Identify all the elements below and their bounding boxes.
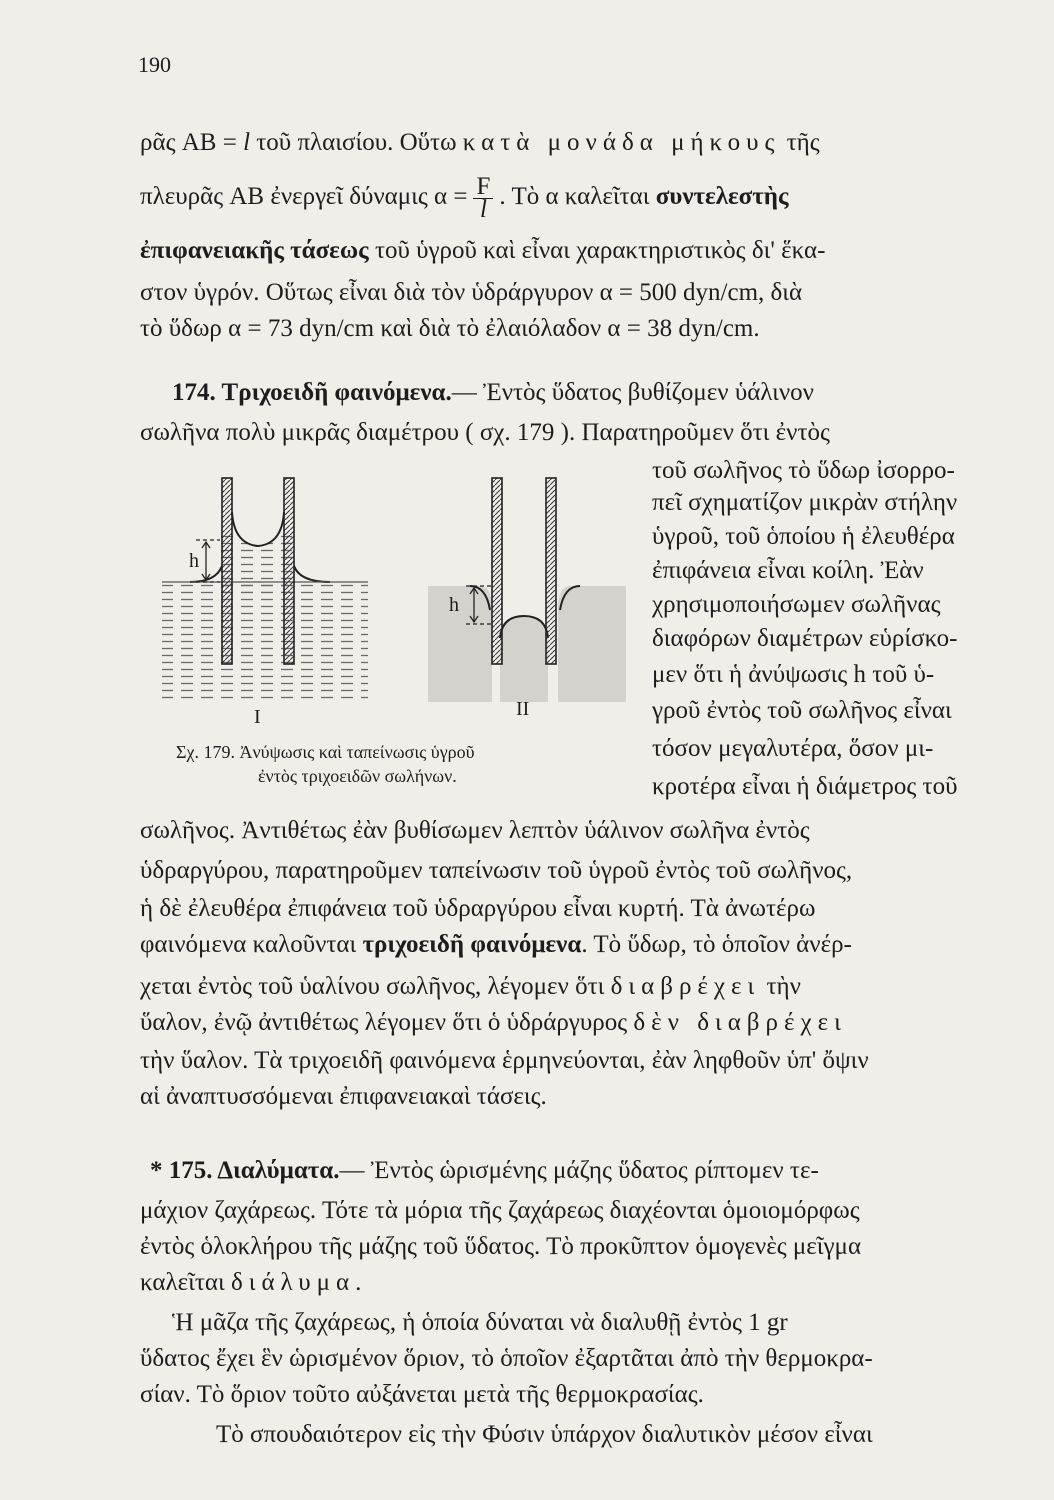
text-line: στον ὑγρόν. Οὕτως εἶναι διὰ τὸν ὑδράργυρον α = 500 dyn/cm, διὰ <box>140 279 803 306</box>
tube-wall-right <box>284 478 294 664</box>
tube-wall-right <box>546 478 556 664</box>
text-line: σωλῆνα πολὺ μικρᾶς διαμέτρου ( σχ. 179 ). Παρατηροῦμεν ὅτι ἐντὸς <box>140 419 830 446</box>
spaced-text: κατὰ μονάδα μήκους <box>462 129 781 156</box>
text-segment: . <box>355 1269 362 1296</box>
figure-caption: ἐντὸς τριχοειδῶν σωλήνων. <box>258 766 457 786</box>
text-line: ἡ δὲ ἐλευθέρα ἐπιφάνεια τοῦ ὑδραργύρου εἶναι κυρτή. Τὰ ἀνωτέρω <box>140 895 816 922</box>
side-text-line: χρησιμοποιήσωμεν σωλῆνας <box>652 591 941 618</box>
mercury-column <box>500 616 548 702</box>
figure-capillary-rise <box>160 470 372 710</box>
text-segment: ὕαλον, ἐνῷ ἀντιθέτως λέγομεν ὅτι ὁ ὑδράργυρος <box>140 1009 634 1036</box>
text-line <box>140 930 852 960</box>
bold-term: τριχοειδῆ φαινόμενα <box>362 931 582 958</box>
spaced-text: διάλυμα <box>230 1269 356 1296</box>
spaced-text: διαβρέχει <box>610 973 761 1000</box>
page-number: 190 <box>138 52 171 77</box>
text-line: αἱ ἀναπτυσσόμεναι ἐπιφανειακαὶ τάσεις. <box>140 1083 547 1110</box>
side-text-line: τόσον μεγαλυτέρα, ὅσον μι- <box>652 735 934 762</box>
text-segment: τοῦ ὑγροῦ καὶ εἶναι χαρακτηριστικὸς δι' ἕκα- <box>368 237 826 264</box>
side-text-line: πεῖ σχηματίζον μικρὰν στήλην <box>652 489 958 516</box>
text-line: σωλῆνος. Ἀντιθέτως ἐὰν βυθίσωμεν λεπτὸν ὑάλινον σωλῆνα ἐντὸς <box>140 817 810 844</box>
side-text-line: διαφόρων διαμέτρων εὑρίσκο- <box>652 625 958 652</box>
heading-text: 174. Τριχοειδῆ φαινόμενα. <box>172 379 452 406</box>
side-text-line: τοῦ σωλῆνος τὸ ὕδωρ ἰσορρο- <box>652 457 955 484</box>
text-segment: πλευρᾶς AB ἐνεργεῖ δύναμις α = <box>140 183 468 211</box>
figure-caption: Σχ. 179. Ἀνύψωσις καὶ ταπείνωσις ὑγροῦ <box>176 742 475 762</box>
spaced-text: δὲν διαβρέχει <box>633 1009 847 1036</box>
tube-wall-left <box>492 478 502 664</box>
text-line: Ἡ μᾶζα τῆς ζαχάρεως, ἡ ὁποία δύναται νὰ διαλυθῇ ἐντὸς 1 gr <box>172 1309 788 1336</box>
text-line: ὑδραργύρου, παρατηροῦμεν ταπείνωσιν τοῦ ὑγροῦ ἐντὸς τοῦ σωλῆνος, <box>140 857 853 884</box>
heading-text: * 175. Διαλύματα. <box>150 1157 340 1184</box>
text-line: ὕδατος ἔχει ἓν ὡρισμένον ὅριον, τὸ ὁποῖον ἐξαρτᾶται ἀπὸ τὴν θερμοκρα- <box>140 1345 873 1372</box>
text-segment: . Τὸ ὕδωρ, τὸ ὁποῖον ἀνέρ- <box>581 931 852 958</box>
text-segment: καλεῖται <box>140 1269 231 1296</box>
text-segment: τὴν <box>760 973 801 1000</box>
figure-label-II: II <box>516 698 530 720</box>
text-segment: — Ἐντὸς ὡρισμένης μάζης ὕδατος ρίπτομεν τε- <box>339 1157 819 1184</box>
text-line: μάχιον ζαχάρεως. Τότε τὰ μόρια τῆς ζαχάρεως διαχέονται ὁμοιομόρφως <box>140 1197 860 1224</box>
text-line <box>140 236 825 266</box>
text-segment: τῆς <box>780 129 820 156</box>
height-label-h: h <box>449 594 459 616</box>
figure-capillary-depression <box>420 470 632 702</box>
text-line <box>140 173 789 223</box>
mercury-left <box>428 586 492 702</box>
text-line <box>140 972 801 1002</box>
text-line <box>140 128 820 158</box>
text-segment: χεται ἐντὸς τοῦ ὑαλίνου σωλῆνος, λέγομεν ὅτι <box>140 973 611 1000</box>
text-line <box>140 1008 847 1038</box>
tube-wall-left <box>222 478 232 664</box>
side-text-line: γροῦ ἐντὸς τοῦ σωλῆνος εἶναι <box>652 697 952 724</box>
section-heading-174 <box>172 378 814 408</box>
side-text-line: ἐπιφάνεια εἶναι κοίλη. Ἐὰν <box>652 557 924 584</box>
text-line: τὸ ὕδωρ α = 73 dyn/cm καὶ διὰ τὸ ἐλαιόλαδον α = 38 dyn/cm. <box>140 315 760 342</box>
text-segment: . Τὸ α καλεῖται <box>499 183 656 211</box>
text-line: τὴν ὕαλον. Τὰ τριχοειδῆ φαινόμενα ἑρμηνεύονται, ἐὰν ληφθοῦν ὑπ' ὄψιν <box>140 1047 869 1074</box>
text-segment: l <box>243 129 251 156</box>
text-segment: φαινόμενα καλοῦνται <box>140 931 363 958</box>
text-line: σίαν. Τὸ ὅριον τοῦτο αὐξάνεται μετὰ τῆς θερμοκρασίας. <box>140 1381 704 1408</box>
bold-term: συντελεστὴς <box>655 183 789 211</box>
side-text-line: κροτέρα εἶναι ἡ διάμετρος τοῦ <box>652 773 958 800</box>
water-body <box>162 582 368 702</box>
section-heading-175 <box>150 1156 819 1186</box>
height-label-h: h <box>189 550 199 572</box>
text-segment: τοῦ πλαισίου. Οὕτω <box>250 129 463 156</box>
fraction-numerator: F <box>473 176 493 199</box>
side-text-line: ὑγροῦ, τοῦ ὁποίου ἡ ἐλευθέρα <box>652 523 955 550</box>
text-segment: — Ἐντὸς ὕδατος βυθίζομεν ὑάλινον <box>451 379 814 406</box>
fraction <box>473 173 493 223</box>
fraction-denominator: l <box>479 196 487 223</box>
side-text-line: μεν ὅτι ἡ ἀνύψωσις h τοῦ ὑ- <box>652 661 935 688</box>
bold-term: ἐπιφανειακῆς τάσεως <box>140 237 369 264</box>
text-segment: ρᾶς AB = <box>140 129 244 156</box>
text-line: Τὸ σπουδαιότερον εἰς τὴν Φύσιν ὑπάρχον διαλυτικὸν μέσον εἶναι <box>216 1421 873 1448</box>
text-line <box>140 1268 361 1298</box>
mercury-right <box>558 586 626 702</box>
text-line: ἐντὸς ὁλοκλήρου τῆς μάζης τοῦ ὕδατος. Τὸ προκῦπτον ὁμογενὲς μεῖγμα <box>140 1233 862 1260</box>
figure-label-I: I <box>254 706 261 728</box>
